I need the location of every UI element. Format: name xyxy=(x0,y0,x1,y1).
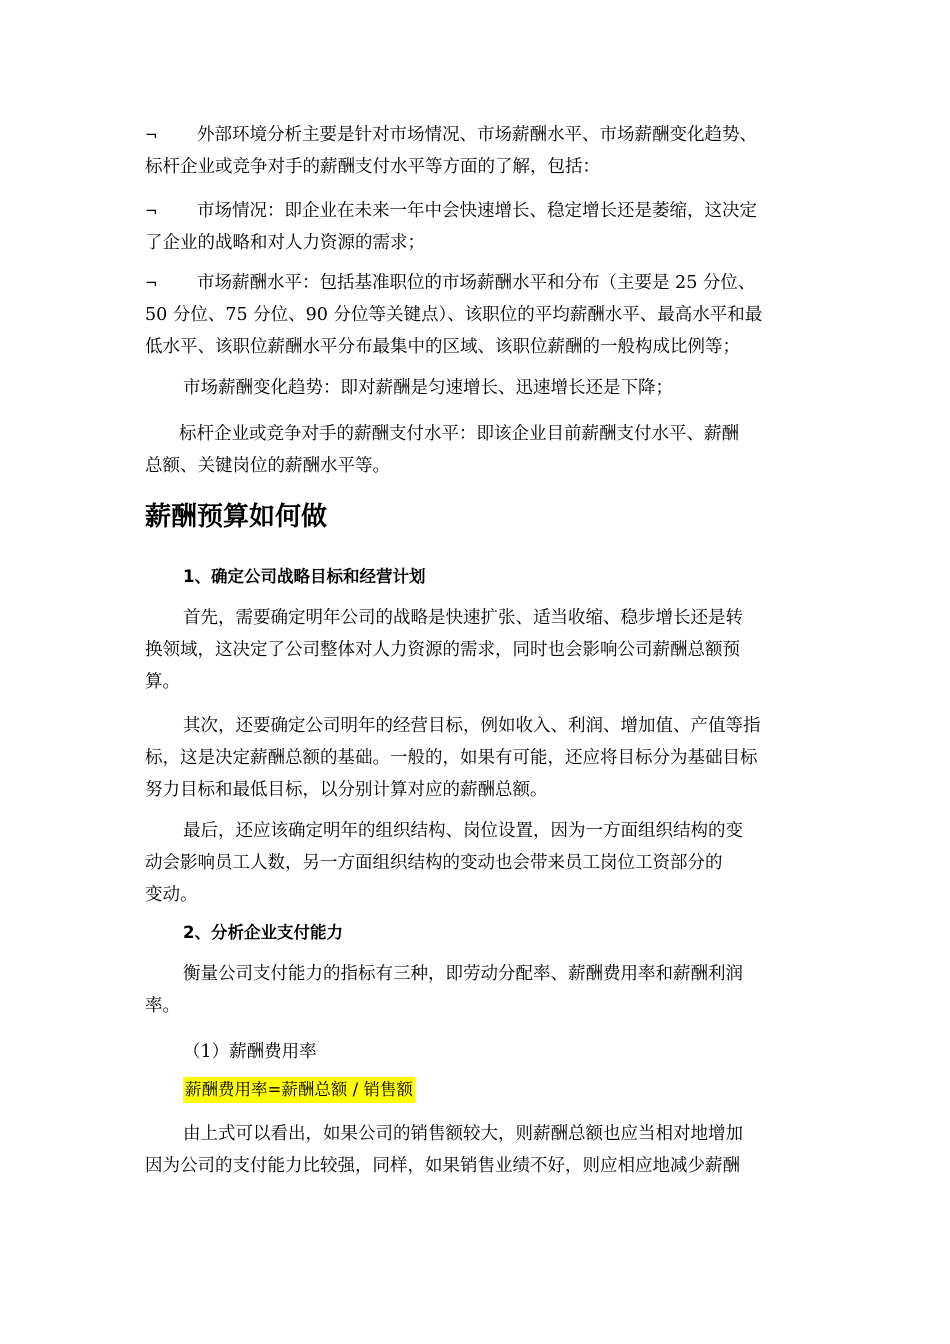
intro-line-2: 标杆企业或竞争对手的薪酬支付水平等方面的了解，包括： xyxy=(145,157,600,177)
market-trend-line: 市场薪酬变化趋势：即对薪酬是匀速增长、迅速增长还是下降； xyxy=(183,378,673,398)
section-title: 薪酬预算如何做 xyxy=(145,502,328,532)
market-level-line-3: 低水平、该职位薪酬水平分布最集中的区域、该职位薪酬的一般构成比例等； xyxy=(145,337,740,357)
step2-sub1: （1）薪酬费用率 xyxy=(183,1042,317,1062)
benchmark-line-2: 总额、关键岗位的薪酬水平等。 xyxy=(145,456,390,476)
step1-paragraph-3: 最后，还应该确定明年的组织结构、岗位设置，因为一方面组织结构的变 动会影响员工人数，另一方面组织结构的变动也会带来员工岗位工资部分的 变动。 xyxy=(145,821,743,905)
market-level-paragraph xyxy=(145,267,815,363)
bullet-symbol: ¬ xyxy=(145,274,158,292)
market-trend-paragraph xyxy=(145,372,815,404)
intro-line-1: ¬ 外部环境分析主要是针对市场情况、市场薪酬水平、市场薪酬变化趋势、 xyxy=(145,119,815,151)
benchmark-paragraph xyxy=(145,418,815,482)
bullet-symbol: ¬ xyxy=(145,202,158,220)
step1-title: 1、确定公司战略目标和经营计划 xyxy=(183,567,426,586)
market-situation-line-2: 了企业的战略和对人力资源的需求； xyxy=(145,233,425,253)
market-situation-line-1: ¬ 市场情况：即企业在未来一年中会快速增长、稳定增长还是萎缩，这决定 xyxy=(145,195,815,227)
intro-paragraph xyxy=(145,119,815,183)
bullet-symbol: ¬ xyxy=(145,126,158,144)
step2-title: 2、分析企业支付能力 xyxy=(183,923,343,942)
step2-paragraph-2: 由上式可以看出，如果公司的销售额较大，则薪酬总额也应当相对地增加 因为公司的支付能力比较强，同样，如果销售业绩不好，则应相应地减少薪酬 xyxy=(145,1124,743,1176)
step2-paragraph-1: 衡量公司支付能力的指标有三种，即劳动分配率、薪酬费用率和薪酬利润 率。 xyxy=(145,964,743,1016)
salary-expense-rate-formula: 薪酬费用率=薪酬总额 / 销售额 xyxy=(183,1077,415,1103)
market-situation-paragraph xyxy=(145,195,815,259)
step1-paragraph-1: 首先，需要确定明年公司的战略是快速扩张、适当收缩、稳步增长还是转 换领域，这决定了公司整体对人力资源的需求，同时也会影响公司薪酬总额预 算。 xyxy=(145,608,743,692)
market-level-line-2: 50 分位、75 分位、90 分位等关键点）、该职位的平均薪酬水平、最高水平和最 xyxy=(145,305,763,325)
market-level-line-1: ¬ 市场薪酬水平：包括基准职位的市场薪酬水平和分布（主要是 25 分位、 xyxy=(145,267,815,299)
step1-paragraph-2: 其次，还要确定公司明年的经营目标，例如收入、利润、增加值、产值等指 标，这是决定薪酬总额的基础。一般的，如果有可能，还应将目标分为基础目标 努力目标和最低目标，以分别计算对应的薪酬总额。 xyxy=(145,716,761,800)
benchmark-line-1: 标杆企业或竞争对手的薪酬支付水平：即该企业目前薪酬支付水平、薪酬 xyxy=(179,424,739,444)
